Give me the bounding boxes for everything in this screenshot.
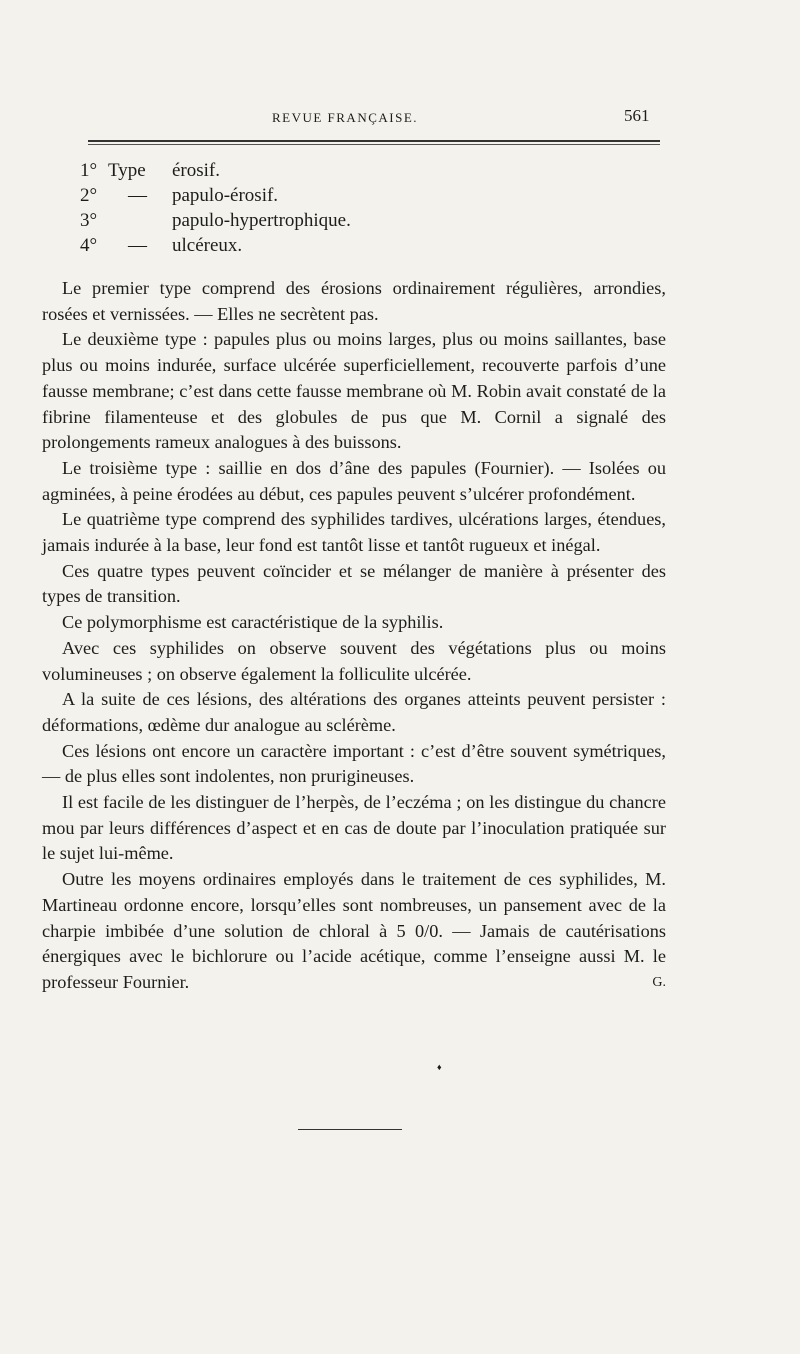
paragraph: Le quatrième type comprend des syphilides tardives, ulcérations larges, étendues, jamais indurée à la base, leur fond est tantôt lisse et tantôt rugueux et inégal.	[42, 509, 666, 556]
type-number: 3°	[80, 210, 98, 231]
type-number: 1°	[80, 160, 98, 181]
type-number: 4°	[80, 235, 98, 256]
type-label: érosif.	[172, 160, 221, 181]
type-keyword: Type	[108, 160, 146, 181]
paragraph: Ces lésions ont encore un caractère important : c’est d’être souvent symétriques, — de plus elles sont indolentes, non prurigineuses.	[42, 740, 666, 787]
type-row	[80, 183, 351, 208]
page-number: 561	[624, 106, 650, 125]
author-signature: G.	[652, 974, 666, 990]
end-ornament: ♦	[437, 1062, 442, 1072]
type-keyword: —	[128, 185, 147, 206]
paragraph: Ces quatre types peuvent coïncider et se mélanger de manière à présenter des types de transition.	[42, 560, 666, 607]
paragraph-last	[42, 867, 666, 996]
type-number: 2°	[80, 185, 98, 206]
paragraph: A la suite de ces lésions, des altérations des organes atteints peuvent persister : déformations, œdème dur analogue au sclérème.	[42, 689, 666, 735]
type-row	[80, 208, 351, 233]
type-row	[80, 158, 351, 183]
body-text	[42, 276, 666, 996]
paragraph: Le deuxième type : papules plus ou moins larges, plus ou moins saillantes, base plus ou moins indurée, surface ulcérée superficiellement, recouverte parfois d’une fausse membrane; c’est dans cette fausse membrane où M. Robin avait constaté de la fibrine filamenteuse et des globules de pus que M. Cornil a signalé des prolongements rameux analogues à des buissons.	[42, 329, 666, 453]
type-label: ulcéreux.	[172, 235, 243, 256]
footer-rule	[298, 1129, 402, 1130]
header-rule-thin	[88, 144, 660, 145]
paragraph: Le troisième type : saillie en dos d’âne des papules (Fournier). — Isolées ou agminées, à peine érodées au début, ces papules peuvent s’ulcérer profondément.	[42, 457, 666, 504]
type-label: papulo-hypertrophique.	[172, 210, 351, 231]
paragraph: Avec ces syphilides on observe souvent des végétations plus ou moins volumineuses ; on observe également la folliculite ulcérée.	[42, 637, 666, 684]
running-header-title: REVUE FRANÇAISE.	[271, 110, 419, 125]
header-rule	[88, 140, 660, 142]
type-keyword: —	[128, 235, 147, 256]
type-row	[80, 233, 351, 258]
paragraph-last-text: Outre les moyens ordinaires employés dans le traitement de ces syphilides, M. Martineau ordonne encore, lorsqu’elles sont nombreuses, un pansement avec de la charpie imbibée d’une solution de chloral à 5 0/0. — Jamais de cautérisations énergiques avec le bichlorure ou l’acide acétique, comme l’enseigne aussi M. le professeur Fournier.	[42, 869, 666, 992]
paragraph: Ce polymorphisme est caractéristique de la syphilis.	[62, 612, 444, 633]
paragraph: Le premier type comprend des érosions ordinairement régulières, arrondies, rosées et vernissées. — Elles ne secrètent pas.	[42, 278, 666, 324]
type-list	[80, 158, 351, 258]
paragraph: Il est facile de les distinguer de l’herpès, de l’eczéma ; on les distingue du chancre mou par leurs différences d’aspect et en cas de doute par l’inoculation pratiquée sur le sujet lui-même.	[42, 792, 666, 864]
type-label: papulo-érosif.	[172, 185, 279, 206]
